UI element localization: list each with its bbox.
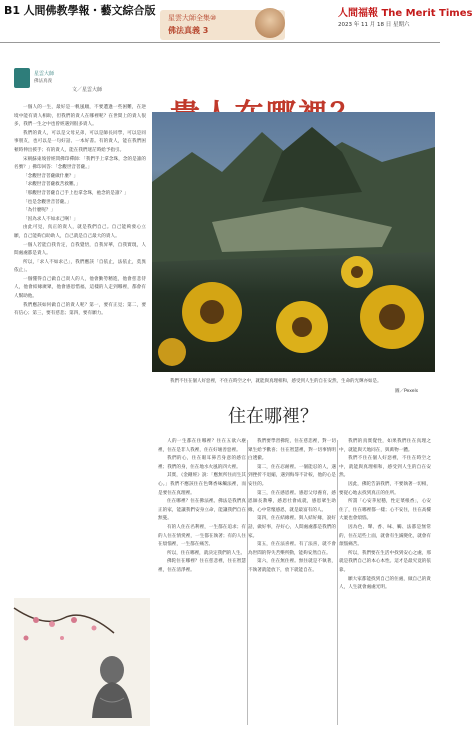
- paragraph: 「念觀世音菩薩做什麼？」: [23, 173, 79, 179]
- paragraph: 佛陀住在哪裡？住在慈悲裡，住在智慧裡，住在清淨裡。: [158, 559, 246, 573]
- series-title: 星雲大師全集⑩: [168, 14, 217, 22]
- paragraph: 我們的貴人，可以是父母兄弟，可以是師長同學，可以是同事朋友，也可以是一句好話、一本好書。有的貴人，能在我們困頓時伸出援手；有的貴人，能在我們迷茫時給予指引。: [14, 130, 146, 153]
- paragraph: 人的一生都在住哪裡？住在五欲六塵裡，住在是非人我裡，住在好壞善惡裡。: [158, 439, 246, 453]
- article-column-3: [248, 438, 336, 726]
- paragraph: 住在哪裡？住在佛法裡。佛法是我們真正的家，能讓我們安身立命，能讓我們自在無憂。: [158, 499, 246, 522]
- paragraph: 第五，住在法喜裡。有了法喜，就不會為世間的得失苦樂所動，能夠安然自在。: [248, 542, 336, 556]
- paragraph: 第二，住在忍耐裡。一個能忍的人，遇到挫折不退縮，遇到侮辱不計較，他的心是安住的。: [248, 464, 336, 487]
- article-column-1: [14, 104, 146, 594]
- paragraph: 其實，《金剛經》說：「應無所住而生其心。」我們不應該住在色聲香味觸法裡，而是要住在真理裡。: [158, 473, 246, 496]
- paragraph: 我們的真實覺性，如果我們住在真理之中，就能與天地同在，與萬物一體。: [339, 439, 431, 453]
- master-portrait: [255, 8, 285, 38]
- paragraph: 「求觀世音菩薩救苦救難。」: [23, 182, 81, 188]
- paragraph: 所謂「心安茅屋穩，性定菜根香」，心安住了，住在哪裡都一樣；心不安住，住在高樓大廈也會煩惱。: [339, 499, 431, 522]
- column-badge-sub: 佛法真義: [34, 79, 52, 84]
- photo-credit: 圖／Pexels: [395, 389, 419, 394]
- paragraph: 第四，住在結緣裡。與人結好緣，說好話，做好事，存好心，人間處處都是我們的家。: [248, 516, 336, 539]
- buddha-statue-illustration: [14, 598, 150, 726]
- newspaper-logo: 人間福報 The Merit Times: [338, 8, 472, 19]
- paragraph: 宋朝蘇東坡曾經問佛印禪師：「我們手上拿念珠，念的是誰的名號？」佛印回答：「念觀世音菩薩。」: [14, 156, 146, 171]
- section-subhead: 住在哪裡？: [228, 406, 318, 427]
- paragraph: 有的人住在名利裡，一生都在追求；有的人住在情愛裡，一生都在執著；有的人住在煩惱裡，一生都在痛苦。: [158, 524, 246, 548]
- paragraph: 「為什麼呢？」: [23, 208, 56, 214]
- paragraph: 我們的心，住在眼耳鼻舌身意的感官裡；我們的身，住在地水火風的四大裡。: [158, 456, 246, 470]
- section-name: 人間佛教學報・藝文綜合版: [23, 4, 156, 17]
- article-column-2: [158, 438, 246, 726]
- paragraph: 「那觀世音菩薩自己手上也拿念珠，祂念的是誰？」: [23, 190, 129, 196]
- page-header: [0, 0, 472, 42]
- paragraph: 由此可見，真正的貴人，就是我們自己。自己能夠發心立願，自己能夠自助助人，自己就是自己最大的貴人。: [14, 225, 146, 239]
- series-subtitle: 佛法真義 3: [168, 26, 209, 35]
- paragraph: 「因為求人不如求己啊！」: [23, 216, 79, 222]
- paragraph: 我們應該如何做自己的貴人呢？第一，要有正見；第二，要有信心；第三，要有慈悲；第四，要有願力。: [14, 302, 146, 317]
- paragraph: 我們不住在個人好惡裡，不住在時空之中，就能與真理相和，感受到人生的自在安然。: [339, 456, 431, 479]
- column-badge: 星雲大師: [34, 71, 55, 77]
- paragraph: 第三，住在感恩裡。感恩父母養育，感恩師長教導，感恩社會成就，感恩眾生助緣，心中常懷感恩，就是最富有的人。: [248, 490, 336, 513]
- paragraph: 一個人的一生，最好是一帆風順，不要遭逢一些困難，在逆境中能有貴人相助，但我們的貴人在哪裡呢？在世間上的貴人很多，我們一生之中也曾經遇到很多貴人。: [14, 105, 146, 128]
- author-icon: [14, 68, 30, 88]
- paragraph: 所以，住在哪裡，就決定我們的人生。: [167, 550, 246, 556]
- issue-date: 2023 年 11 月 18 日 星期六: [338, 22, 410, 28]
- photo-caption: 我們不住在個人好惡裡，不住在時空之中，就能與真理相和，感受到人生的自在安然，生命的光輝亦如是。: [170, 379, 382, 384]
- paragraph: 我們要學習佛陀，住在慈悲裡，對一切眾生給予歡喜；住在智慧裡，對一切事情明白透徹。: [248, 439, 336, 462]
- page-code: B1: [4, 4, 21, 17]
- paragraph: 所以，我們要在生活中找到安心之處，那就是我們自己的本心本性。這才是最究竟的依靠。: [339, 550, 431, 573]
- header-divider: [0, 42, 440, 43]
- section-label: [4, 2, 156, 18]
- paragraph: 「也是念觀世音菩薩。」: [23, 199, 72, 205]
- paragraph: 願大家都能找到自己的住處，做自己的貴人，人生就會處處光明。: [339, 576, 431, 591]
- article-column-4: [339, 438, 431, 726]
- column-divider: [337, 440, 338, 725]
- paragraph: 一個懂得自己做自己貴人的人，他會勤勞精進，他會慈悲待人，他會結緣廣眾，他會感恩惜福，這樣的人走到哪裡，都會有人幫助他。: [14, 276, 146, 300]
- paragraph: 因為色、聲、香、味、觸、法都是無常的，住在這些上面，就會有生滅變化，就會有煩惱痛苦。: [339, 524, 431, 548]
- paragraph: 因此，佛陀告訴我們，不要執著一切相，要從心地去找到真正的住所。: [339, 481, 431, 496]
- mountain-flower-photo: [152, 112, 435, 372]
- paragraph: 所以，「求人不如求己」，我們應該「自依止，法依止，莫異依止」。: [14, 259, 146, 274]
- paragraph: 一個人若能自我肯定，自我覺悟，自我昇華，自我實現，人間處處都是貴人。: [14, 242, 146, 257]
- paragraph: 第六，住在無住裡。無住就是不執著，不執著就能放下，放下就能自在。: [248, 559, 336, 573]
- author-byline: 文／星雲大師: [72, 87, 103, 93]
